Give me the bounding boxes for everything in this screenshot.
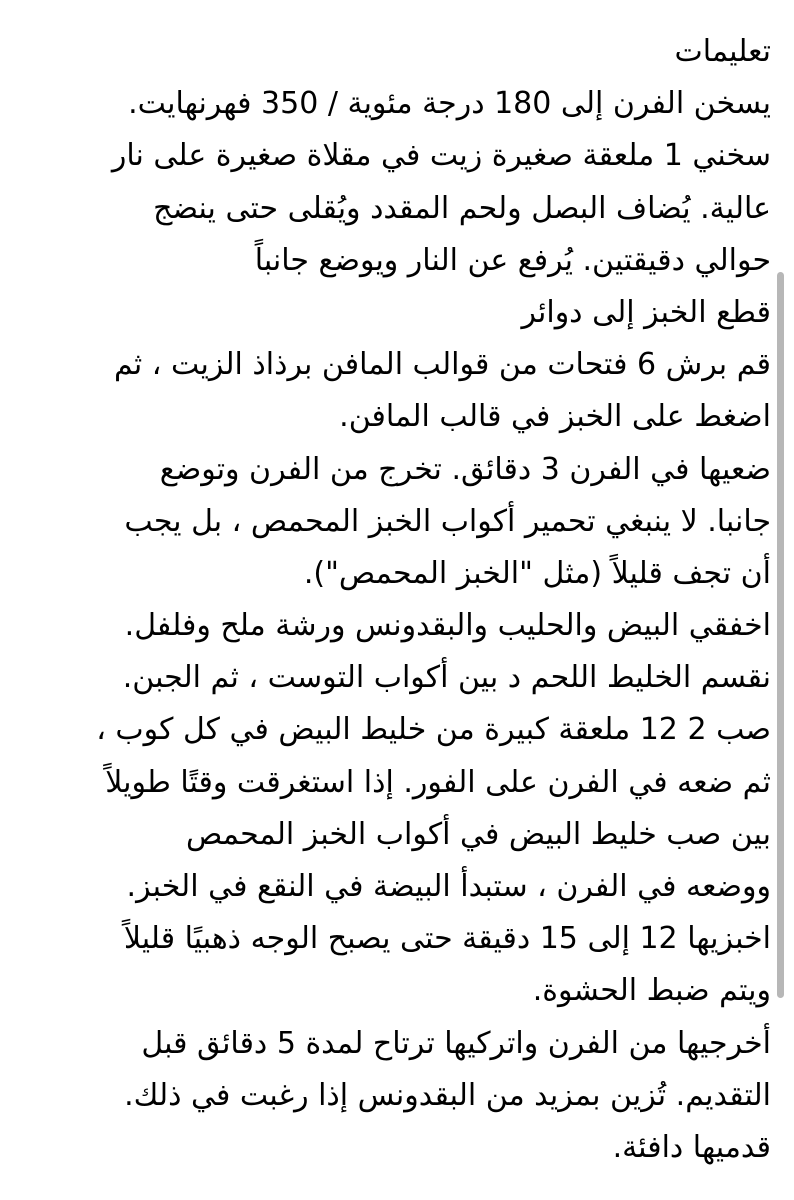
text-line: قطع الخبز إلى دوائر (521, 294, 771, 330)
text-line: قدميها دافئة. (612, 1129, 771, 1165)
text-line: ضعيها في الفرن 3 دقائق. تخرج من الفرن وتوضع (159, 451, 771, 487)
text-line: ويتم ضبط الحشوة. (532, 973, 771, 1009)
text-line: التقديم. تُزين بمزيد من البقدونس إذا رغبت في ذلك. (124, 1077, 771, 1113)
text-line: أخرجيها من الفرن واتركيها ترتاح لمدة 5 دقائق قبل (141, 1025, 771, 1061)
text-line: أن تجف قليلاً (مثل "الخبز المحمص"). (303, 555, 771, 591)
instructions-text (14, 26, 771, 1174)
text-line: حوالي دقيقتين. يُرفع عن النار ويوضع جانباً (254, 242, 771, 278)
text-line: اخبزيها 12 إلى 15 دقيقة حتى يصبح الوجه ذهبيًا قليلاً (123, 921, 771, 957)
text-line: ثم ضعه في الفرن على الفور. إذا استغرقت وقتًا طويلاً (105, 764, 771, 800)
text-line: يسخن الفرن إلى 180 درجة مئوية / 350 فهرنهايت. (128, 86, 771, 122)
section-heading: تعليمات (674, 34, 771, 69)
text-line: اضغط على الخبز في قالب المافن. (339, 399, 771, 435)
text-line: جانبا. لا ينبغي تحمير أكواب الخبز المحمص ، بل يجب (124, 503, 771, 539)
text-line: صب 2 12 ملعقة كبيرة من خليط البيض في كل كوب ، (96, 712, 771, 748)
text-line: اخفقي البيض والحليب والبقدونس ورشة ملح وفلفل. (124, 608, 771, 644)
text-line: قم برش 6 فتحات من قوالب المافن برذاذ الزيت ، ثم (113, 347, 771, 383)
vertical-scrollbar[interactable] (777, 272, 784, 998)
text-line: بين صب خليط البيض في أكواب الخبز المحمص (185, 816, 771, 852)
text-line: سخني 1 ملعقة صغيرة زيت في مقلاة صغيرة على نار (111, 138, 771, 174)
text-line: عالية. يُضاف البصل ولحم المقدد ويُقلى حتى ينضج (153, 190, 771, 226)
text-line: ووضعه في الفرن ، ستبدأ البيضة في النقع في الخبز. (126, 869, 771, 904)
text-line: نقسم الخليط اللحم د بين أكواب التوست ، ثم الجبن. (122, 660, 771, 696)
